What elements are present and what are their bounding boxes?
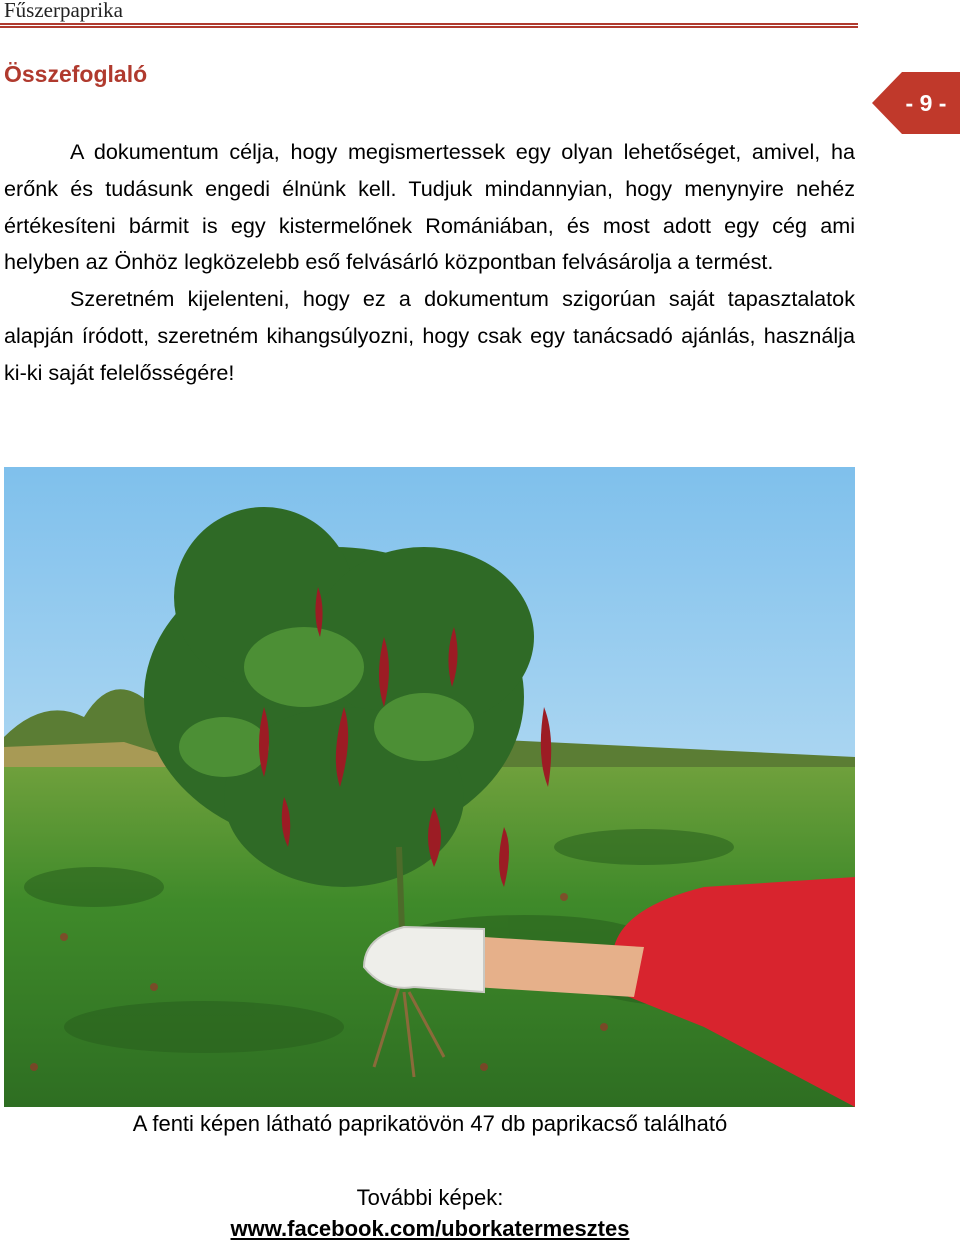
header-rule (0, 23, 858, 28)
running-header-title: Fűszerpaprika (4, 0, 123, 22)
page-number: - 9 - (905, 90, 947, 116)
facebook-link[interactable]: www.facebook.com/uborkatermesztes (230, 1216, 630, 1241)
pepper-plant-photo (4, 467, 855, 1107)
paragraph-purpose: A dokumentum célja, hogy megismertessek egy olyan lehetőséget, amivel, ha erőnk és tudásunk engedi élnünk kell. Tudjuk mindannyian, hogy menynyire nehéz értékesíteni bármit is egy kistermelőnek Romániában, és most adott egy cég ami helyben az Önhöz legközelebb eső felvásárló központban felvásárolja a termést. (4, 139, 855, 275)
body-text (4, 134, 855, 392)
photo-caption: A fenti képen látható paprikatövön 47 db paprikacső található (132, 1111, 728, 1136)
paragraph-disclaimer: Szeretném kijelenteni, hogy ez a dokumentum szigorúan saját tapasztalatok alapján íródott, szeretném kihangsúlyozni, hogy csak egy tanácsadó ajánlás, használja ki-ki saját felelősségére! (4, 286, 855, 385)
section-title: Összefoglaló (4, 61, 148, 87)
more-photos-label: További képek: (356, 1185, 504, 1210)
page-number-tab (872, 72, 960, 134)
